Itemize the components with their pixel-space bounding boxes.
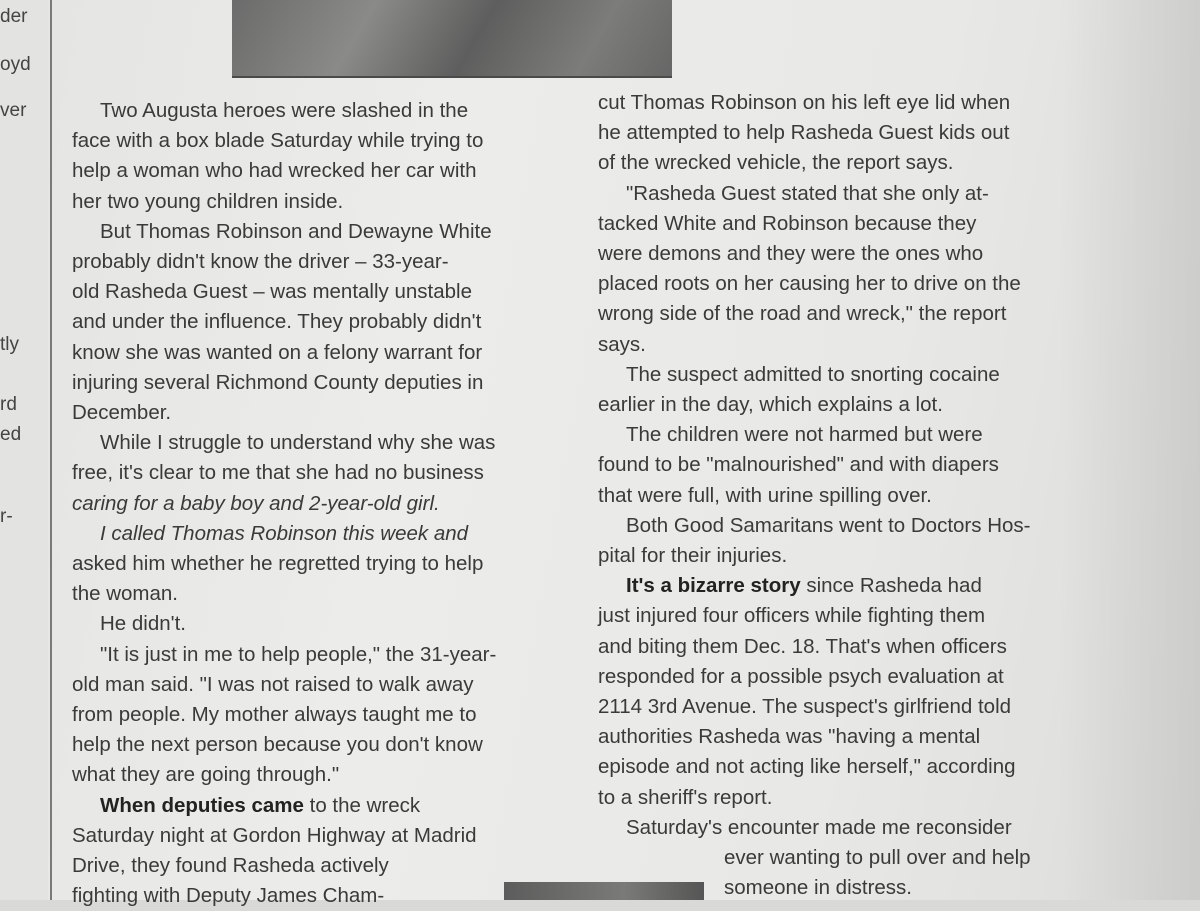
- text-line: Both Good Samaritans went to Doctors Hos-: [626, 513, 1031, 537]
- text-line: old Rasheda Guest – was mentally unstable: [72, 280, 472, 304]
- text-line: and biting them Dec. 18. That's when officers: [598, 634, 1007, 658]
- text-line: asked him whether he regretted trying to help: [72, 552, 484, 576]
- text-line: help a woman who had wrecked her car with: [72, 159, 477, 183]
- text-line: [72, 791, 572, 821]
- edge-word: oyd: [0, 54, 31, 75]
- text-line: episode and not acting like herself," according: [598, 755, 1016, 779]
- text-line: I called Thomas Robinson this week and: [100, 521, 469, 545]
- edge-word: tly: [0, 334, 19, 355]
- text-line: what they are going through.": [72, 763, 340, 787]
- text-line: While I struggle to understand why she was: [100, 431, 496, 455]
- text-line: earlier in the day, which explains a lot.: [598, 393, 943, 417]
- text-line: The children were not harmed but were: [626, 423, 983, 447]
- edge-word: r-: [0, 506, 13, 527]
- text-line: cut Thomas Robinson on his left eye lid when: [598, 91, 1011, 114]
- text-line: Two Augusta heroes were slashed in the: [100, 99, 469, 122]
- text-line: responded for a possible psych evaluation at: [598, 664, 1004, 688]
- text-line: that were full, with urine spilling over.: [598, 483, 932, 507]
- text-line: found to be "malnourished" and with diapers: [598, 453, 999, 477]
- text-line: fighting with Deputy James Cham-: [72, 884, 385, 908]
- text-line: "It is just in me to help people," the 31-year-: [100, 642, 497, 666]
- text-line: face with a box blade Saturday while trying to: [72, 129, 484, 153]
- text-line: someone in distress.: [724, 876, 913, 900]
- run-in-heading: When deputies came: [100, 793, 304, 817]
- article-column-1: [72, 96, 572, 911]
- text-line: and under the influence. They probably didn't: [72, 310, 482, 334]
- text-line: Saturday's encounter made me reconsider: [626, 815, 1012, 839]
- text-line: know she was wanted on a felony warrant for: [72, 340, 483, 364]
- run-in-heading: It's a bizarre story: [626, 574, 801, 598]
- text-line: from people. My mother always taught me to: [72, 703, 477, 727]
- text-line: December.: [72, 401, 172, 425]
- previous-column-edge: [0, 0, 48, 900]
- text-line: The suspect admitted to snorting cocaine: [626, 362, 1000, 386]
- article-photo-top: [232, 0, 672, 78]
- text-line: pital for their injuries.: [598, 544, 788, 568]
- text-line: to a sheriff's report.: [598, 785, 773, 809]
- text-run: to the wreck: [303, 793, 421, 817]
- text-line: Drive, they found Rasheda actively: [72, 854, 389, 878]
- text-line: 2114 3rd Avenue. The suspect's girlfriend told: [598, 695, 1012, 719]
- text-line: says.: [598, 332, 646, 356]
- edge-word: ed: [0, 424, 22, 445]
- column-divider: [50, 0, 52, 900]
- text-line: ever wanting to pull over and help: [724, 846, 1031, 870]
- text-run: since Rasheda had: [800, 574, 982, 598]
- text-line: probably didn't know the driver – 33-year-: [72, 250, 449, 274]
- text-line: authorities Rasheda was "having a mental: [598, 725, 981, 749]
- text-line: Saturday night at Gordon Highway at Madrid: [72, 823, 477, 847]
- text-line: he attempted to help Rasheda Guest kids out: [598, 121, 1010, 145]
- text-line: of the wrecked vehicle, the report says.: [598, 151, 954, 175]
- edge-word: ver: [0, 100, 27, 121]
- text-line: her two young children inside.: [72, 189, 344, 213]
- text-line: wrong side of the road and wreck," the report: [598, 302, 1007, 326]
- text-line: were demons and they were the ones who: [598, 242, 984, 266]
- text-line: placed roots on her causing her to drive on the: [598, 272, 1021, 296]
- text-line: But Thomas Robinson and Dewayne White: [100, 219, 492, 243]
- edge-word: der: [0, 6, 28, 27]
- text-line: He didn't.: [100, 612, 186, 636]
- text-line: just injured four officers while fighting them: [598, 604, 986, 628]
- text-line: "Rasheda Guest stated that she only at-: [626, 181, 989, 205]
- text-line: old man said. "I was not raised to walk away: [72, 672, 474, 696]
- text-line: injuring several Richmond County deputies in: [72, 370, 484, 394]
- text-line: [598, 571, 1138, 601]
- text-line: free, it's clear to me that she had no business: [72, 461, 484, 485]
- edge-word: rd: [0, 394, 17, 415]
- text-line: help the next person because you don't know: [72, 733, 483, 757]
- text-line: the woman.: [72, 582, 178, 606]
- text-line: tacked White and Robinson because they: [598, 211, 977, 235]
- article-column-2: [598, 88, 1138, 903]
- text-line: caring for a baby boy and 2-year-old girl.: [72, 491, 440, 515]
